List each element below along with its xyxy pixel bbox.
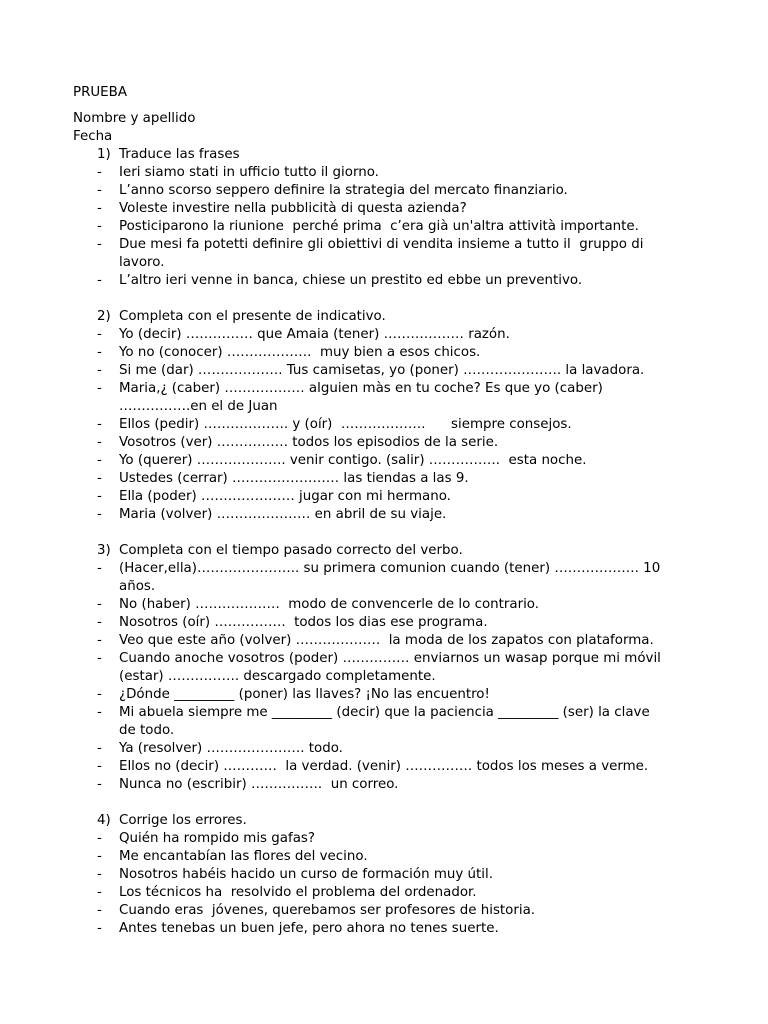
bullet-marker: - [97,885,102,900]
exercise-item-text: Ustedes (cerrar) …………………… las tiendas a las 9. [119,471,469,486]
exercise-item [73,200,713,218]
exercise-section [73,542,713,794]
exercise-item [73,506,713,524]
exercise-item-text: No (haber) ………………. modo de convencerle de lo contrario. [119,597,540,612]
exercise-item-text: Vosotros (ver) ……………. todos los episodios de la serie. [119,435,499,450]
exercise-title: Completa con el presente de indicativo. [119,309,386,324]
bullet-marker: - [97,219,102,234]
bullet-marker: - [97,633,102,648]
exercise-item [73,236,713,272]
exercise-item-text: Voleste investire nella pubblicità di questa azienda? [119,201,467,216]
exercise-list [73,146,713,938]
exercise-item [73,632,713,650]
exercise-item [73,182,713,200]
exercise-item-text: Cuando eras jóvenes, querebamos ser profesores de historia. [119,903,536,918]
exercise-item [73,416,713,434]
exercise-item-text: Nosotros (oír) ……………. todos los dias ese programa. [119,615,488,630]
exercise-item [73,560,713,596]
bullet-marker: - [97,417,102,432]
exercise-heading [73,308,713,326]
exercise-item [73,740,713,758]
bullet-marker: - [97,705,102,720]
exercise-item-text: Ieri siamo stati in ufficio tutto il giorno. [119,165,379,180]
exercise-item-text: Ellos no (decir) ………… la verdad. (venir) …………… todos los meses a verme. [119,759,649,774]
bullet-marker: - [97,507,102,522]
bullet-marker: - [97,651,102,666]
exercise-item-text: Ella (poder) ………………… jugar con mi hermano. [119,489,451,504]
exercise-section [73,146,713,290]
exercise-item [73,434,713,452]
exercise-item-text: Yo no (conocer) ………………. muy bien a esos chicos. [119,345,481,360]
exercise-section [73,308,713,524]
exercise-item [73,776,713,794]
exercise-item-text: Maria,¿ (caber) ……………… alguien màs en tu coche? Es que yo (caber) …………….en el de Juan [119,381,603,414]
exercise-item-text: Quién ha rompido mis gafas? [119,831,316,846]
exercise-item-text: Me encantabían las flores del vecino. [119,849,368,864]
exercise-title: Corrige los errores. [119,813,247,828]
document-title: PRUEBA [73,85,127,100]
bullet-marker: - [97,453,102,468]
exercise-item [73,218,713,236]
exercise-item [73,866,713,884]
exercise-item [73,758,713,776]
exercise-number: 3) [97,543,111,558]
bullet-marker: - [97,561,102,576]
bullet-marker: - [97,849,102,864]
name-label: Nombre y apellido [73,111,196,126]
exercise-item [73,164,713,182]
bullet-marker: - [97,921,102,936]
exercise-item [73,596,713,614]
bullet-marker: - [97,165,102,180]
date-label: Fecha [73,129,113,144]
exercise-item-text: ¿Dónde _________ (poner) las llaves? ¡No las encuentro! [119,687,490,702]
exercise-item [73,380,713,416]
exercise-item-text: Antes tenebas un buen jefe, pero ahora no tenes suerte. [119,921,499,936]
bullet-marker: - [97,327,102,342]
bullet-marker: - [97,381,102,396]
exercise-item-text: Nunca no (escribir) ……………. un correo. [119,777,399,792]
bullet-marker: - [97,741,102,756]
exercise-item-text: Los técnicos ha resolvido el problema del ordenador. [119,885,477,900]
exercise-heading [73,542,713,560]
exercise-item [73,362,713,380]
exercise-number: 2) [97,309,111,324]
exercise-item [73,830,713,848]
bullet-marker: - [97,687,102,702]
exercise-item [73,650,713,686]
exercise-item-text: Mi abuela siempre me _________ (decir) que la paciencia _________ (ser) la clave de todo. [119,705,650,738]
bullet-marker: - [97,489,102,504]
exercise-item [73,902,713,920]
exercise-item [73,470,713,488]
bullet-marker: - [97,597,102,612]
exercise-item-text: Cuando anoche vosotros (poder) …………… enviarnos un wasap porque mi móvil (estar) ……………. descargado completamente. [119,651,661,684]
bullet-marker: - [97,777,102,792]
exercise-item [73,452,713,470]
exercise-item [73,272,713,290]
exercise-title: Completa con el tiempo pasado correcto del verbo. [119,543,463,558]
exercise-item-text: Veo que este año (volver) ………………. la moda de los zapatos con plataforma. [119,633,654,648]
bullet-marker: - [97,201,102,216]
bullet-marker: - [97,237,102,252]
exercise-item [73,614,713,632]
exercise-item-text: Si me (dar) ………………. Tus camisetas, yo (poner) …………………. la lavadora. [119,363,645,378]
exercise-item-text: Due mesi fa potetti definire gli obiettivi di vendita insieme a tutto il gruppo di lavoro. [119,237,644,270]
exercise-item [73,326,713,344]
exercise-item [73,848,713,866]
exercise-section [73,812,713,938]
exercise-item-text: (Hacer,ella)………………….. su primera comunion cuando (tener) ………………. 10 años. [119,561,661,594]
exercise-item-text: Yo (querer) ……………….. venir contigo. (salir) ……………. esta noche. [119,453,587,468]
exercise-number: 4) [97,813,111,828]
bullet-marker: - [97,867,102,882]
exercise-title: Traduce las frases [119,147,240,162]
exercise-item-text: L’anno scorso seppero definire la strategia del mercato finanziario. [119,183,568,198]
exercise-item-text: Nosotros habéis hacido un curso de formación muy útil. [119,867,493,882]
bullet-marker: - [97,903,102,918]
bullet-marker: - [97,183,102,198]
exercise-item-text: Ellos (pedir) ………………. y (oír) ………………. siempre consejos. [119,417,572,432]
exercise-heading [73,146,713,164]
exercise-item-text: Maria (volver) ………………… en abril de su viaje. [119,507,447,522]
exercise-number: 1) [97,147,111,162]
bullet-marker: - [97,345,102,360]
bullet-marker: - [97,615,102,630]
exercise-heading [73,812,713,830]
bullet-marker: - [97,273,102,288]
bullet-marker: - [97,831,102,846]
exercise-item-text: Yo (decir) …………… que Amaia (tener) ……………… razón. [119,327,510,342]
exercise-item-text: L’altro ieri venne in banca, chiese un prestito ed ebbe un preventivo. [119,273,583,288]
exercise-item [73,488,713,506]
exercise-item-text: Ya (resolver) …………………. todo. [119,741,343,756]
exercise-item [73,920,713,938]
bullet-marker: - [97,363,102,378]
exercise-item [73,884,713,902]
bullet-marker: - [97,471,102,486]
document-page [73,84,713,938]
exercise-item [73,686,713,704]
exercise-item [73,704,713,740]
bullet-marker: - [97,435,102,450]
bullet-marker: - [97,759,102,774]
exercise-item [73,344,713,362]
exercise-item-text: Posticiparono la riunione perché prima c’era già un'altra attività importante. [119,219,639,234]
